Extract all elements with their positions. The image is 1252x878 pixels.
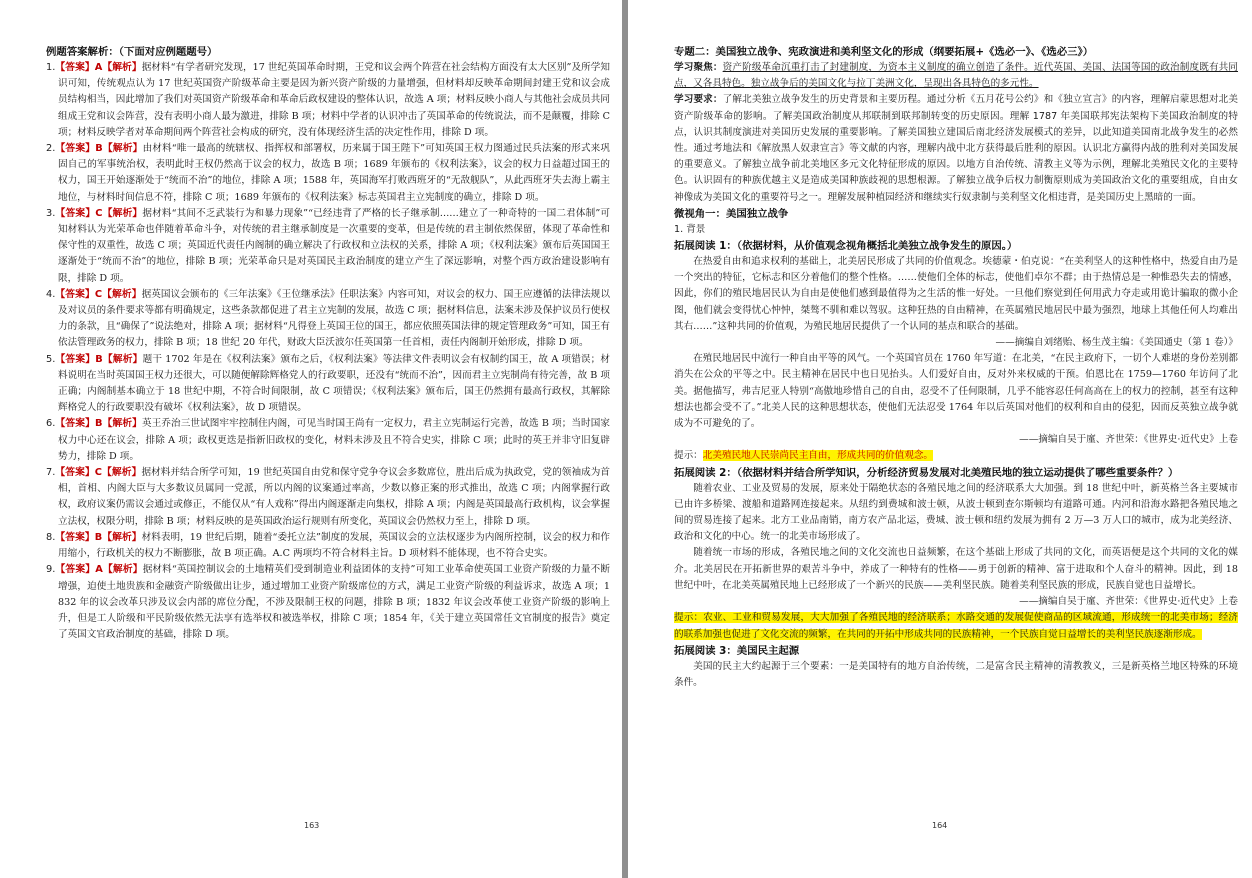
answer-list bbox=[46, 60, 610, 643]
extended-reading-2-para-1: 随着农业、工业及贸易的发展，原来处于隔绝状态的各殖民地之间的经济联系大大加强。到 18 世纪中叶，新英格兰各主要城市已由许多桥梁、渡船和道路网连接起来。从纽约到费城和波士顿，从波士顿到查尔斯顿均有道路可通。内河和沿海水路把各殖民地之间的贸易连接了起来。北方工业品南销，南方农产品北运，费城、波士顿和纽约发展为拥有 2 万—3 万人口的城市，成为北美经济、政治和文化的中心。统一的北美市场形成了。 bbox=[674, 482, 1238, 543]
extended-reading-1-source-2: ——摘编自吴于廑、齐世荣：《世界史·近代史》上卷 bbox=[1019, 434, 1238, 446]
answer-key: 【答案】C【解析】 bbox=[55, 207, 143, 219]
hint-2-label: 提示： bbox=[674, 612, 704, 624]
study-focus-text: 资产阶级革命沉重打击了封建制度，为资本主义制度的确立创造了条件。近代英国、美国、法国等国的政治制度既有共同点，又各具特色。独立战争后的美国文化与拉丁美洲文化，呈现出各具特色的多元性。 bbox=[674, 62, 1239, 90]
answer-explanation: 题干 1702 年是在《权利法案》颁布之后，《权利法案》等法律文件表明议会有权制约国王，故 A 项错误；材料说明在当时英国国王权力还很大，可以随便解除辉格党人的行政要职，还没有“统而不治”，因而君主立宪制尚有待完善，故 B 项正确；内阁制基本确立于 18 世纪中期，不符合时间限制，故 C 项错误；《权利法案》颁布后，国王仍然拥有最高行政权，其解除辉格党人的行政要职没有破坏《权利法案》，故 D 项错误。 bbox=[58, 353, 610, 414]
extended-reading-1-para-2: 在殖民地居民中流行一种自由平等的风气。一个英国官员在 1760 年写道：在北美，“在民主政府下，一切个人难堪的身份差别都消失在公众的平等之中。民主精神在居民中也日见抬头。人们爱好自由，反对外来权威的干预。伯恩比在 1759—1760 年访问了北美。据他描写，弗吉尼亚人特别“高傲地珍惜自己的自由，忍受不了任何限制，几乎不能容忍任何高高在上的权力的控制，甚至有这种想法也都会受不了。”北美人民的这种思想状态，使他们无法忍受 1764 年以后英国对他们的权利和自由的侵犯，因而反英独立战争就成为不可避免的了。 bbox=[674, 353, 1238, 430]
micro-view-title: 微视角一：美国独立战争 bbox=[674, 207, 789, 220]
background-label: 1. 背景 bbox=[674, 223, 706, 235]
answer-explanation: 由材料“唯一最高的统辖权、指挥权和部署权，历来属于国王陛下”可知英国王权力图通过民兵法案的形式来巩固自己的军事统治权，表明此时王权仍然高于议会的权力，故选 B 项；1689 年颁布的《权利法案》，议会的权力日益超过国王的权力，国王开始逐渐处于“统而不治”的地位，排除 A 项；1588 年，英国海军打败西班牙的“无敌舰队”，从此西班牙失去海上霸主地位，与材料时间信息不符，排除 C 项；1689 年颁布的《权利法案》标志英国君主立宪制度的确立，排除 D 项。 bbox=[58, 143, 611, 203]
study-req-text: 了解北美独立战争发生的历史背景和主要历程。通过分析《五月花号公约》和《独立宣言》的内容，理解启蒙思想对北美资产阶级革命的影响。了解美国政治制度从邦联制到联邦制转变的历史原因。理解 1787 年美国联邦宪法架构下美国政治制度的特点，认识其制度演进对美国历史发展的重要影响。了解美国独立建国后南北经济发展模式的差异，以此知道美国南北战争发生的必然性。通过考地法和《解放黑人奴隶宣言》等文献的内容，理解内战中北方获得最后胜利的原因。认识北方赢得内战的胜利对美国发展的重要意义。了解独立战争前北美地区多元文化特征形成的原因。以地方自治传统、清教主义等为示例，理解北美殖民文化的主要特色。认识固有的种族优越主义是造成美国种族歧视的思想根源。了解独立战争后权力制衡原则成为美国政治文化的重要组成，自由女神像成为美国文化的重要符号之一。理解发展种植园经济和继续实行奴隶制与美利坚文化相违背，是美国历史上黑暗的一面。 bbox=[674, 94, 1239, 203]
answer-item bbox=[46, 206, 610, 287]
answer-item-number: 4. bbox=[46, 288, 56, 300]
extended-reading-1-title: 拓展阅读 1：（依据材料，从价值观念视角概括北美独立战争发生的原因。） bbox=[674, 240, 1018, 253]
extended-reading-1-source: ——摘编自刘绪贻、杨生茂主编：《美国通史（第 1 卷）》 bbox=[995, 337, 1238, 349]
answer-item-number: 5. bbox=[46, 353, 56, 365]
answer-section-heading: 例题答案解析：（下面对应例题题号） bbox=[46, 46, 218, 58]
answer-item-number: 1. bbox=[46, 62, 56, 73]
extended-reading-3-text: 美国的民主大约起源于三个要素：一是美国特有的地方自治传统，二是富含民主精神的清教教义，三是新英格兰地区特殊的环境条件。 bbox=[674, 660, 1238, 688]
extended-reading-2-title: 拓展阅读 2：（依据材料并结合所学知识，分析经济贸易发展对北美殖民地的独立运动提供了哪些重要条件？） bbox=[674, 466, 1179, 479]
answer-key: 【答案】B【解析】 bbox=[55, 531, 142, 543]
answer-key: 【答案】A【解析】 bbox=[55, 62, 142, 73]
study-focus bbox=[674, 60, 1238, 92]
left-page bbox=[0, 0, 622, 878]
answer-item bbox=[46, 416, 610, 465]
answer-item-number: 2. bbox=[46, 143, 56, 155]
hint-2-text: 农业、工业和贸易发展，大大加强了各殖民地的经济联系；水路交通的发展促使商品的区域流通，形成统一的北美市场；经济的联系加强也促进了文化交流的频繁，在共同的开拓中形成共同的民族精神，一个民族自觉日益增长的美利坚民族逐渐形成。 bbox=[674, 612, 1239, 640]
answer-item bbox=[46, 562, 610, 643]
answer-explanation: 据材料“其间不乏武装行为和暴力现象”“已经违背了严格的长子继承制……建立了一种奇特的一国二君体制”可知材料认为光荣革命也伴随着革命斗争，对传统的君主继承制度是一次重要的变革，但是传统的君主制依然保留，体现了革命性和保守性的双重性，故选 C 项；英国近代责任内阁制的确立解决了行政权和立法权的关系，排除 A 项；《权利法案》颁布后英国国王逐渐处于“统而不治”的地位，排除 B 项；光荣革命只是对英国民主政治制度的建立产生了深远影响，对整个西方政治建设影响有限，排除 D 项。 bbox=[58, 207, 610, 284]
answer-key: 【答案】A【解析】 bbox=[55, 564, 143, 576]
answer-explanation: 据材料并结合所学可知，19 世纪英国自由党和保守党争夺议会多数席位，胜出后成为执政党，党的领袖成为首相，首相、内阁大臣与大多数议员属同一党派，所以内阁的议案通过率高，少数以修正案的形式推出，故选 C 项；内阁掌握行政权，政府议案仍需议会通过或修正，不能仅从“有人戏称”得出内阁逐渐走向集权，排除 A 项；内阁是英国最高行政机构，议会掌握立法权，权限分明，排除 B 项；材料反映的是英国政治运行规则有所变化，英国议会仍然权力至上，排除 D 项。 bbox=[58, 467, 610, 527]
answer-explanation: 据英国议会颁布的《三年法案》《王位继承法》任职法案》内容可知，对议会的权力、国王应遵循的法律法规以及对议员的条件要求等都有明确规定，这些条款都促进了君主立宪制的发展，故选 C 项；据材料信息，法案未涉及保护议员行使权力的条款，且“确保了”说法绝对，排除 A 项；据材料“凡得登上英国王位的国王，都应依照英国法律的规定管理政务”可知，国王有依法管理政务的权力，排除 B 项；18 世纪 20 年代，财政大臣沃波尔任英国第一任首相，责任内阁制开始形成，排除 D 项。 bbox=[58, 288, 610, 349]
answer-key: 【答案】B【解析】 bbox=[55, 418, 143, 430]
answer-explanation: 据材料“有学者研究发现，17 世纪英国革命时期，王党和议会两个阵营在社会结构方面没有太大区别”及所学知识可知，传统观点认为 17 世纪英国资产阶级革命主要是因为新兴资产阶级的力量增强，但材料却反映革命期间封建王党和议会成员结构相当，因此增加了我们对英国资产阶级革命和革命后政权建设的整体认识，故选 A 项；材料反映小商人与其他社会成员共同组成王党和议会阵营，没有表明小商人最为激进，排除 B 项；材料中学者的认识冲击了英国革命的传统说法，而不是颠覆，排除 C 项；材料反映学者对革命期间两个阵营社会构成的研究，没有体现经济生活的决定性作用，排除 D 项。 bbox=[58, 62, 610, 138]
page-number: 163 bbox=[304, 821, 320, 830]
answer-item-number: 9. bbox=[46, 564, 56, 576]
answer-key: 【答案】C【解析】 bbox=[55, 288, 142, 300]
answer-key: 【答案】B【解析】 bbox=[55, 143, 143, 155]
hint-1-label: 提示： bbox=[674, 450, 703, 462]
answer-item bbox=[46, 352, 610, 417]
hint-1 bbox=[674, 448, 1238, 464]
study-requirements bbox=[674, 92, 1238, 205]
extended-reading-1-para-1: 在热爱自由和追求权利的基础上，北美居民形成了共同的价值观念。埃德蒙・伯克说：“在美利坚人的这种性格中，热爱自由乃是一个突出的特征，它标志和区分着他们的整个性格。……使他们全体的标志，使他们卓尔不群；由于热情总是一种惟恐失去的情感，因此，你们的殖民地居民认为自由是使他们感到最值得为之生活的惟一好处。一旦他们察觉到任何用武力夺走或用诡计骗取的微小企图，他们就会变得忧心忡忡，桀骜不驯和难以驾驭。这种狂热的自由精神，在英属殖民地居民中最为强烈，地球上其他任何人均难出其右……”这种共同的价值观，为殖民地居民提供了一个认同的基点和联合的基础。 bbox=[674, 256, 1238, 332]
answer-explanation: 据材料“英国控制议会的土地精英们受到制造业利益团体的支持”可知工业革命使英国工业资产阶级的力量不断增强，迫使土地贵族和金融资产阶级做出让步，通过增加工业资产阶级席位的方式，满足工业资产阶级的利益诉求，故选 A 项；1832 年的议会改革只涉及议会内部的席位分配，不涉及限制王权的问题，排除 B 项；1832 年议会改革使工业资产阶级的影响上升，但是工人阶级和平民阶级依然无法享有选举权和被选举权，排除 C 项；1854 年，《关于建立英国常任文官制度的报告》奠定了英国文官政治制度的基础，排除 D 项。 bbox=[58, 564, 610, 641]
extended-reading-2-para-2: 随着统一市场的形成，各殖民地之间的文化交流也日益频繁，在这个基础上形成了共同的文化，而英语便是这个共同的文化的媒介。北美居民在开拓新世界的艰苦斗争中，养成了一种特有的性格——勇于创新的精神、富于进取和个人奋斗的精神。因此，到 18 世纪中叶，在北美英属殖民地上已经形成了一个新兴的民族——美利坚民族。随着美利坚民族的形成，民族自觉也日益增长。 bbox=[674, 547, 1238, 591]
page-number: 164 bbox=[932, 821, 948, 830]
answer-item-number: 6. bbox=[46, 418, 56, 430]
answer-key: 【答案】B【解析】 bbox=[55, 353, 143, 365]
answer-item bbox=[46, 60, 610, 141]
extended-reading-3-title: 拓展阅读 3：美国民主起源 bbox=[674, 644, 800, 657]
hint-2 bbox=[674, 610, 1238, 642]
answer-item bbox=[46, 287, 610, 352]
answer-explanation: 材料表明，19 世纪后期，随着“委托立法”制度的发展，英国议会的立法权逐步为内阁所控制，议会的权力和作用缩小，行政机关的权力不断膨胀，故 B 项正确。A.C 两项均不符合材料主旨。D 项材料不能体现，也不符合史实。 bbox=[58, 531, 610, 560]
answer-item-number: 8. bbox=[46, 531, 56, 543]
right-page bbox=[628, 0, 1252, 878]
extended-reading-2-source: ——摘编自吴于廑、齐世荣：《世界史·近代史》上卷 bbox=[1019, 596, 1238, 608]
answer-key: 【答案】C【解析】 bbox=[55, 467, 142, 479]
answer-item-number: 7. bbox=[46, 467, 56, 479]
answer-item-number: 3. bbox=[46, 207, 56, 219]
answer-explanation: 英王乔治三世试图牢牢控制住内阁，可见当时国王尚有一定权力，君主立宪制运行完善，故选 B 项；当时国家权力中心还在议会，排除 A 项；政权更迭是指新旧政权的变化，材料未涉及且不符合史实，排除 C 项；此时的英王并非守旧复辟势力，排除 D 项。 bbox=[58, 418, 611, 462]
answer-item bbox=[46, 465, 610, 530]
answer-item bbox=[46, 530, 610, 562]
study-req-label: 学习要求： bbox=[674, 94, 723, 106]
topic-title: 专题二：美国独立战争、宪政演进和美利坚文化的形成（纲要拓展+《选必一》、《选必三》） bbox=[674, 46, 1094, 58]
study-focus-label: 学习聚焦： bbox=[674, 62, 723, 73]
hint-1-text: 北美殖民地人民崇尚民主自由，形成共同的价值观念。 bbox=[702, 450, 934, 462]
answer-item bbox=[46, 141, 610, 206]
